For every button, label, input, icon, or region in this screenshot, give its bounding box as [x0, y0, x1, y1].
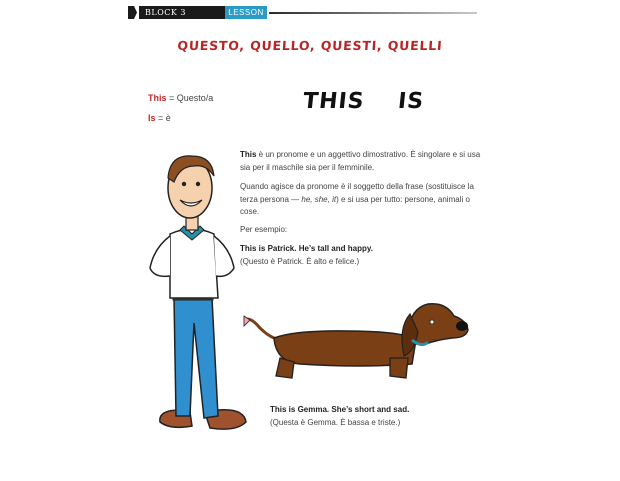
example-italian: (Questa è Gemma. È bassa e triste.): [270, 417, 401, 427]
block-label: BLOCK 3: [139, 6, 225, 19]
gemma-illustration: [240, 298, 472, 388]
paragraph-text: è un pronome e un aggettivo dimostrativo. È singolare e si usa sia per il maschile sia per il femminile.: [240, 150, 481, 172]
example-english: This is Patrick. He’s tall and happy.: [240, 244, 373, 253]
page-title: QUESTO, QUELLO, QUESTI, QUELLI: [176, 38, 444, 53]
vocab-translation: = Questo/a: [166, 93, 214, 103]
paragraph-text: ) e si usa per tutto: persone, animali o cose.: [240, 194, 470, 216]
example-gemma: [270, 404, 520, 429]
paragraph-example-intro: Per esempio:: [240, 225, 288, 234]
lesson-label: LESSON: [225, 6, 267, 19]
header-divider: [269, 12, 477, 14]
paragraph-definition: [240, 149, 490, 174]
vocab-this: [148, 93, 213, 103]
paragraph-text: Quando agisce da pronome è il soggetto della frase (sostituisce la terza persona —: [240, 182, 474, 204]
example-patrick: [240, 243, 490, 268]
vocab-word: This: [148, 93, 167, 103]
vocab-translation: = è: [155, 113, 171, 123]
paragraph-usage: [240, 181, 490, 219]
block-arrow-icon: [128, 6, 137, 19]
paragraph-keyword: This: [240, 150, 257, 159]
patrick-illustration: [140, 148, 250, 438]
header-bar: [128, 6, 488, 19]
big-word-is: IS: [396, 89, 426, 114]
big-word-this: THIS: [301, 89, 366, 114]
paragraph-italic: he, she, it: [301, 194, 337, 204]
example-italian: (Questo è Patrick. È alto e felice.): [240, 256, 360, 266]
example-english: This is Gemma. She’s short and sad.: [270, 405, 410, 414]
vocab-is: [148, 113, 171, 123]
vocab-word: Is: [148, 113, 156, 123]
